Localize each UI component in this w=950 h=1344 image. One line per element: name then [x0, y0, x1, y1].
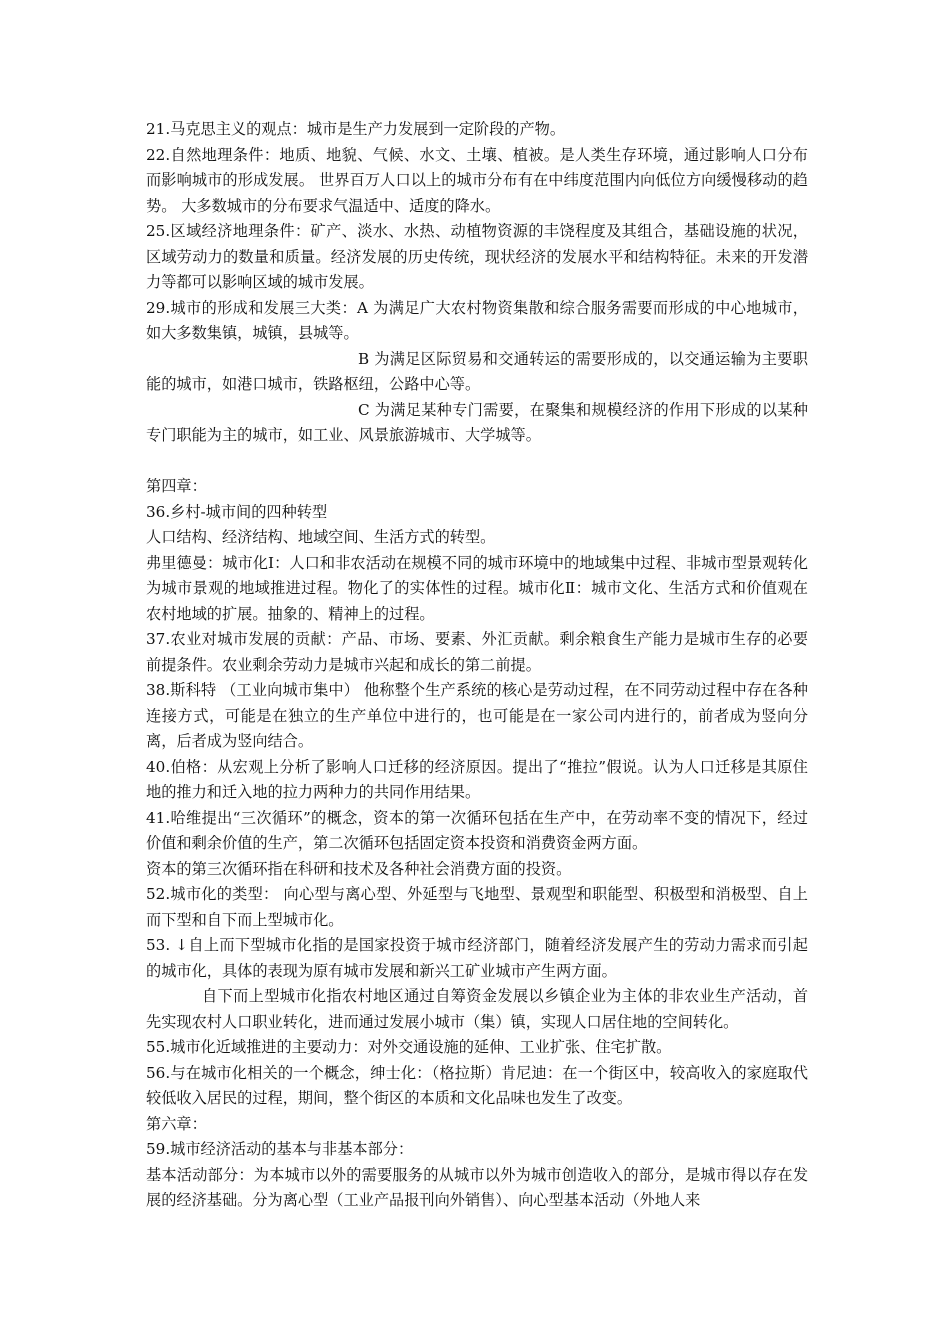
paragraph-25: 25.区域经济地理条件：矿产、淡水、水热、动植物资源的丰饶程度及其组合，基础设施的状况，区域劳动力的数量和质量。经济发展的历史传统，现状经济的发展水平和结构特征。未来的开发潜力等都可以影响区域的城市发展。 — [146, 222, 808, 291]
paragraph-53-b: 自下而上型城市化指农村地区通过自筹资金发展以乡镇企业为主体的非农业生产活动，首先实现农村人口职业转化，进而通过发展小城市（集）镇，实现人口居住地的空间转化。 — [146, 987, 808, 1031]
paragraph-21: 21.马克思主义的观点：城市是生产力发展到一定阶段的产物。 — [146, 120, 566, 138]
paragraph-55: 55.城市化近域推进的主要动力：对外交通设施的延伸、工业扩张、住宅扩散。 — [146, 1038, 672, 1056]
chapter-4-heading: 第四章： — [146, 477, 207, 495]
paragraph-56: 56.与在城市化相关的一个概念，绅士化：（格拉斯）肯尼迪：在一个街区中，较高收入的家庭取代较低收入居民的过程，期间，整个街区的本质和文化品味也发生了改变。 — [146, 1063, 808, 1107]
chapter-6-heading: 第六章： — [146, 1114, 207, 1133]
paragraph-36-c: 弗里德曼：城市化Ⅰ：人口和非农活动在规模不同的城市环境中的地域集中过程、非城市型景观转化为城市景观的地域推进过程。物化了的实体性的过程。城市化Ⅱ：城市文化、生活方式和价值观在农村地域的扩展。抽象的、精神上的过程。 — [146, 553, 808, 623]
paragraph-29: 29.城市的形成和发展三大类：A 为满足广大农村物资集散和综合服务需要而形成的中心地城市，如大多数集镇，城镇，县城等。 — [146, 298, 808, 342]
paragraph-36-b: 人口结构、经济结构、地域空间、生活方式的转型。 — [146, 528, 496, 546]
paragraph-59: 59.城市经济活动的基本与非基本部分： — [146, 1140, 414, 1158]
paragraph-38: 38.斯科特 （工业向城市集中） 他称整个生产系统的核心是劳动过程，在不同劳动过程中存在各种连接方式，可能是在独立的生产单位中进行的，也可能是在一家公司内进行的，前者成为竖向分离，后者成为竖向结合。 — [146, 681, 808, 750]
blank-line — [146, 449, 808, 475]
paragraph-29-c: C 为满足某种专门需要，在聚集和规模经济的作用下形成的以某种专门职能为主的城市，如工业、风景旅游城市、大学城等。 — [146, 400, 808, 444]
paragraph-41-b: 资本的第三次循环指在科研和技术及各种社会消费方面的投资。 — [146, 859, 572, 878]
paragraph-37: 37.农业对城市发展的贡献：产品、市场、要素、外汇贡献。剩余粮食生产能力是城市生存的必要前提条件。农业剩余劳动力是城市兴起和成长的第二前提。 — [146, 630, 808, 674]
paragraph-29-b: B 为满足区际贸易和交通转运的需要形成的，以交通运输为主要职能的城市，如港口城市，铁路枢纽，公路中心等。 — [146, 349, 808, 393]
paragraph-22: 22.自然地理条件：地质、地貌、气候、水文、土壤、植被。是人类生存环境，通过影响人口分布而影响城市的形成发展。 世界百万人口以上的城市分布有在中纬度范围内向低位方向缓慢移动的趋势。 大多数城市的分布要求气温适中、适度的降水。 — [146, 145, 808, 215]
paragraph-36: 36.乡村-城市间的四种转型 — [146, 502, 328, 521]
paragraph-59-b: 基本活动部分：为本城市以外的需要服务的从城市以外为城市创造收入的部分，是城市得以存在发展的经济基础。分为离心型（工业产品报刊向外销售）、向心型基本活动（外地人来 — [146, 1165, 808, 1209]
paragraph-53: 53. ↓自上而下型城市化指的是国家投资于城市经济部门，随着经济发展产生的劳动力需求而引起的城市化，具体的表现为原有城市发展和新兴工矿业城市产生两方面。 — [146, 936, 808, 980]
paragraph-40: 40.伯格：从宏观上分析了影响人口迁移的经济原因。提出了“推拉”假说。认为人口迁移是其原住地的推力和迁入地的拉力两种力的共同作用结果。 — [146, 757, 808, 801]
paragraph-41: 41.哈维提出“三次循环”的概念，资本的第一次循环包括在生产中，在劳动率不变的情况下，经过价值和剩余价值的生产，第二次循环包括固定资本投资和消费资金两方面。 — [146, 808, 808, 852]
document-page — [146, 117, 808, 1214]
paragraph-52: 52.城市化的类型： 向心型与离心型、外延型与飞地型、景观型和职能型、积极型和消极型、自上而下型和自下而上型城市化。 — [146, 885, 808, 929]
